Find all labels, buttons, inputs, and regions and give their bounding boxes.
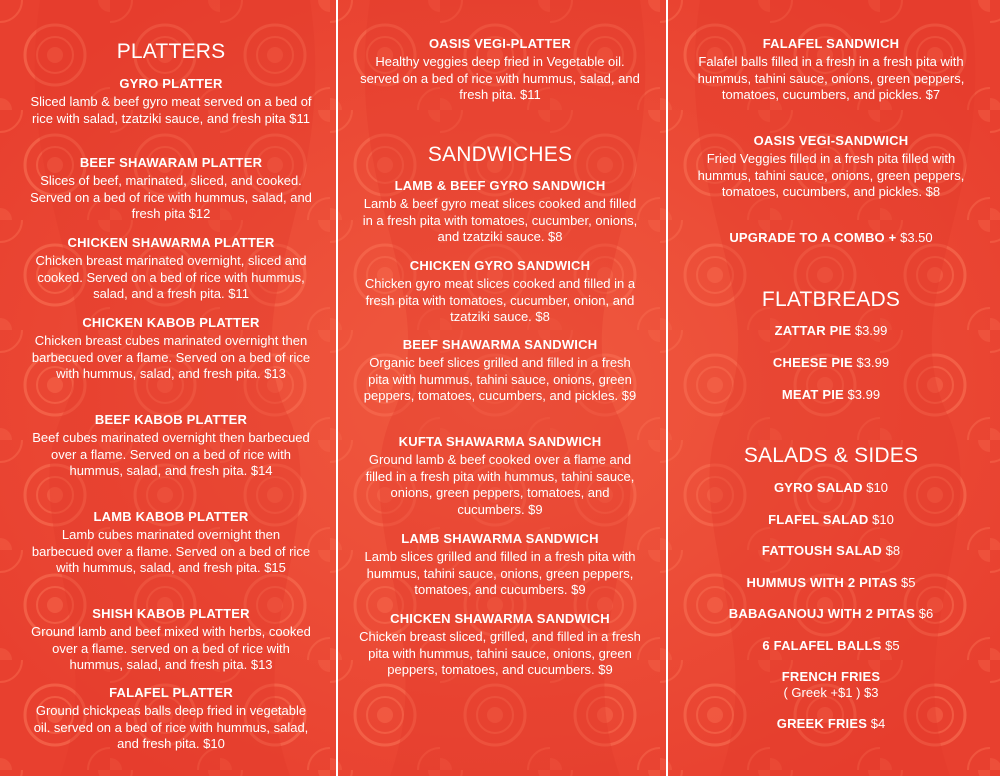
item-name: GYRO PLATTER	[119, 76, 223, 91]
item-price: $10	[866, 480, 888, 495]
menu-item	[30, 155, 312, 223]
item-name: BEEF SHAWARAM PLATTER	[79, 155, 263, 170]
item-name: FRENCH FRIES	[781, 669, 881, 684]
menu-item	[359, 178, 641, 246]
menu-item	[359, 531, 641, 599]
fold-divider	[666, 0, 668, 776]
menu-item	[30, 606, 312, 674]
fold-divider	[336, 0, 338, 776]
platters-panel	[8, 0, 334, 776]
menu-item	[668, 323, 994, 339]
item-description: Sliced lamb & beef gyro meat served on a bed of rice with salad, tzatziki sauce, and fresh pita $11	[30, 94, 312, 126]
menu-item	[30, 685, 312, 753]
menu-item	[690, 36, 972, 104]
menu-item	[668, 355, 994, 371]
item-price: $3.99	[856, 355, 890, 370]
item-price: $3.99	[847, 387, 881, 402]
item-description: Slices of beef, marinated, sliced, and cooked. Served on a bed of rice with hummus, salad, and fresh pita $12	[30, 173, 312, 221]
item-price: $5	[901, 575, 916, 590]
item-name: FALAFEL SANDWICH	[762, 36, 900, 51]
item-name: BEEF SHAWARMA SANDWICH	[402, 337, 598, 352]
item-description: Lamb slices grilled and filled in a fresh pita with hummus, tahini sauce, onions, green peppers, tomatoes, and cucumbers. $9	[364, 549, 636, 597]
item-name: FALAFEL PLATTER	[109, 685, 233, 700]
item-price: $10	[872, 512, 894, 527]
item-name: 6 FALAFEL BALLS	[762, 638, 882, 653]
item-name: LAMB & BEEF GYRO SANDWICH	[394, 178, 606, 193]
item-name: CHICKEN SHAWARMA PLATTER	[67, 235, 275, 250]
combo-price: $3.50	[900, 230, 933, 245]
item-name: FLAFEL SALAD	[768, 512, 869, 527]
item-price: $6	[918, 606, 934, 621]
item-description: Falafel balls filled in a fresh in a fresh pita with hummus, tahini sauce, onions, green peppers, tomatoes, cucumbers, and pickles. $7	[697, 54, 965, 102]
item-description: Lamb cubes marinated overnight then barbecued over a flame. Served on a bed of rice with hummus, salad, and fresh pita. $15	[31, 527, 311, 575]
item-name: FATTOUSH SALAD	[761, 543, 882, 558]
menu-item	[668, 716, 994, 732]
item-name: SHISH KABOB PLATTER	[92, 606, 250, 621]
item-description: Lamb & beef gyro meat slices cooked and filled in a fresh pita with tomatoes, cucumber, onions, and tzatziki sauce. $8	[362, 196, 638, 244]
combo-upgrade	[668, 230, 994, 246]
item-description: Ground lamb & beef cooked over a flame and filled in a fresh pita with hummus, tahini sauce, onions, green peppers, tomatoes, and cucumbers. $9	[365, 452, 635, 517]
item-name: HUMMUS WITH 2 PITAS	[746, 575, 898, 590]
flatbreads-title: FLATBREADS	[761, 288, 901, 311]
menu-item	[359, 434, 641, 518]
menu-item	[30, 509, 312, 577]
menu-item	[668, 480, 994, 496]
menu-item	[668, 669, 994, 701]
item-name: GREEK FRIES	[776, 716, 868, 731]
item-name: MEAT PIE	[781, 387, 844, 402]
menu-item	[668, 575, 994, 591]
item-name: CHICKEN SHAWARMA SANDWICH	[390, 611, 610, 626]
menu-item	[359, 611, 641, 679]
item-name: BABAGANOUJ WITH 2 PITAS	[728, 606, 916, 621]
item-description: Healthy veggies deep fried in Vegetable oil. served on a bed of rice with hummus, salad, and fresh pita. $11	[360, 54, 640, 102]
item-name: LAMB SHAWARMA SANDWICH	[401, 531, 599, 546]
item-description: Chicken breast cubes marinated overnight then barbecued over a flame. Served on a bed of rice with hummus, salad, and fresh pita. $13	[31, 333, 311, 381]
sandwiches-title: SANDWICHES	[427, 143, 573, 166]
item-price: $3.99	[854, 323, 888, 338]
item-description: Beef cubes marinated overnight then barbecued over a flame. Served on a bed of rice with hummus, salad, and fresh pita. $14	[32, 430, 310, 478]
item-price-note: ( Greek +$1 ) $3	[783, 685, 879, 700]
item-description: Ground chickpeas balls deep fried in vegetable oil. served on a bed of rice with hummus, salad, and fresh pita. $10	[33, 703, 309, 751]
menu-item	[668, 543, 994, 559]
item-price: $8	[885, 543, 901, 558]
item-name: ZATTAR PIE	[774, 323, 852, 338]
menu-item	[668, 512, 994, 528]
sides-panel	[668, 0, 994, 776]
item-description: Chicken breast marinated overnight, sliced and cooked. Served on a bed of rice with hummus, salad, and a fresh pita. $11	[35, 253, 307, 301]
menu-item	[30, 315, 312, 383]
combo-label: UPGRADE TO A COMBO +	[729, 230, 897, 245]
item-description: Fried Veggies filled in a fresh pita filled with hummus, tahini sauce, onions, green peppers, tomatoes, cucumbers, and pickles. $8	[697, 151, 965, 199]
menu-item	[30, 76, 312, 127]
menu-item	[359, 258, 641, 326]
item-name: GYRO SALAD	[774, 480, 863, 495]
item-price: $5	[885, 638, 900, 653]
item-name: CHICKEN GYRO SANDWICH	[409, 258, 591, 273]
menu-item	[668, 638, 994, 654]
item-name: CHICKEN KABOB PLATTER	[82, 315, 260, 330]
menu-item	[690, 133, 972, 201]
menu-item	[30, 235, 312, 303]
item-description: Ground lamb and beef mixed with herbs, cooked over a flame. served on a bed of rice with hummus, salad, and fresh pita. $13	[31, 624, 311, 672]
menu-item	[668, 606, 994, 622]
item-name: LAMB KABOB PLATTER	[93, 509, 249, 524]
item-name: OASIS VEGI-PLATTER	[428, 36, 572, 51]
item-name: KUFTA SHAWARMA SANDWICH	[398, 434, 602, 449]
item-price: $4	[870, 716, 886, 731]
item-description: Organic beef slices grilled and filled in a fresh pita with hummus, tahini sauce, onions, green peppers, tomatoes, cucumbers, and pickles. $9	[363, 355, 637, 403]
item-name: CHEESE PIE	[772, 355, 853, 370]
item-description: Chicken breast sliced, grilled, and filled in a fresh pita with hummus, tahini sauce, onions, green peppers, tomatoes, and cucumbers. $9	[359, 629, 641, 677]
menu-item	[668, 387, 994, 403]
menu-item	[359, 36, 641, 104]
menu-item	[30, 412, 312, 480]
sandwiches-panel	[337, 0, 663, 776]
salads-title: SALADS & SIDES	[743, 444, 919, 467]
menu-item	[359, 337, 641, 405]
item-name: OASIS VEGI-SANDWICH	[753, 133, 909, 148]
item-description: Chicken gyro meat slices cooked and filled in a fresh pita with tomatoes, cucumber, onion, and tzatziki sauce. $8	[364, 276, 636, 324]
platters-title: PLATTERS	[116, 40, 226, 63]
item-name: BEEF KABOB PLATTER	[94, 412, 248, 427]
